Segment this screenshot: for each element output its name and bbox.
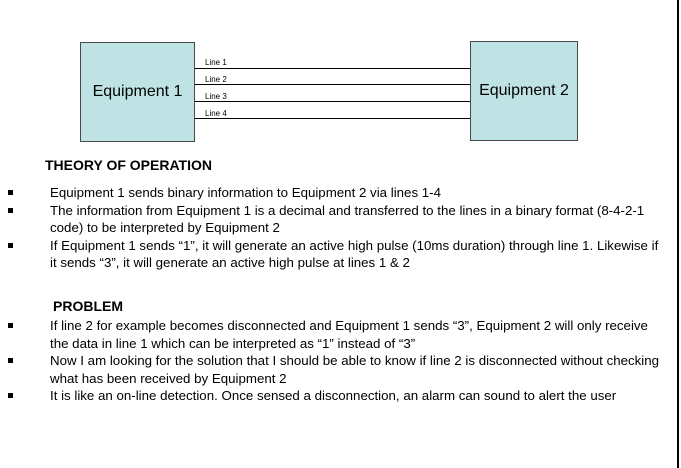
page-edge-border bbox=[677, 0, 679, 468]
bullet-icon bbox=[8, 393, 13, 398]
equipment-1-box bbox=[80, 42, 195, 142]
line-4-label: Line 4 bbox=[205, 109, 227, 118]
problem-heading: PROBLEM bbox=[53, 298, 123, 314]
theory-heading: THEORY OF OPERATION bbox=[45, 157, 212, 173]
list-item: If Equipment 1 sends “1”, it will generate an active high pulse (10ms duration) through line 1. Likewise if it sends “3”, it will generate an active high pulse at lines 1 & 2 bbox=[0, 237, 660, 272]
list-item: If line 2 for example becomes disconnected and Equipment 1 sends “3”, Equipment 2 will only receive the data in line 1 which can be interpreted as “1” instead of “3” bbox=[0, 317, 660, 352]
list-item: Equipment 1 sends binary information to Equipment 2 via lines 1-4 bbox=[0, 184, 660, 202]
problem-list bbox=[0, 317, 660, 405]
list-item: Now I am looking for the solution that I should be able to know if line 2 is disconnected without checking what has been received by Equipment 2 bbox=[0, 352, 660, 387]
theory-list bbox=[0, 184, 660, 272]
line-4-wire bbox=[195, 118, 470, 119]
equipment-1-label: Equipment 1 bbox=[92, 83, 183, 100]
bullet-icon bbox=[8, 358, 13, 363]
line-2-wire bbox=[195, 84, 470, 85]
line-2-label: Line 2 bbox=[205, 75, 227, 84]
list-item: It is like an on-line detection. Once sensed a disconnection, an alarm can sound to alert the user bbox=[0, 387, 660, 405]
equipment-2-box bbox=[470, 41, 578, 141]
bullet-icon bbox=[8, 323, 13, 328]
bullet-icon bbox=[8, 243, 13, 248]
bullet-icon bbox=[8, 190, 13, 195]
equipment-2-label: Equipment 2 bbox=[479, 82, 569, 99]
list-item: The information from Equipment 1 is a decimal and transferred to the lines in a binary format (8-4-2-1 code) to be interpreted by Equipment 2 bbox=[0, 202, 660, 237]
line-3-wire bbox=[195, 101, 470, 102]
bullet-icon bbox=[8, 208, 13, 213]
line-1-wire bbox=[195, 68, 470, 69]
line-3-label: Line 3 bbox=[205, 92, 227, 101]
line-1-label: Line 1 bbox=[205, 58, 227, 67]
